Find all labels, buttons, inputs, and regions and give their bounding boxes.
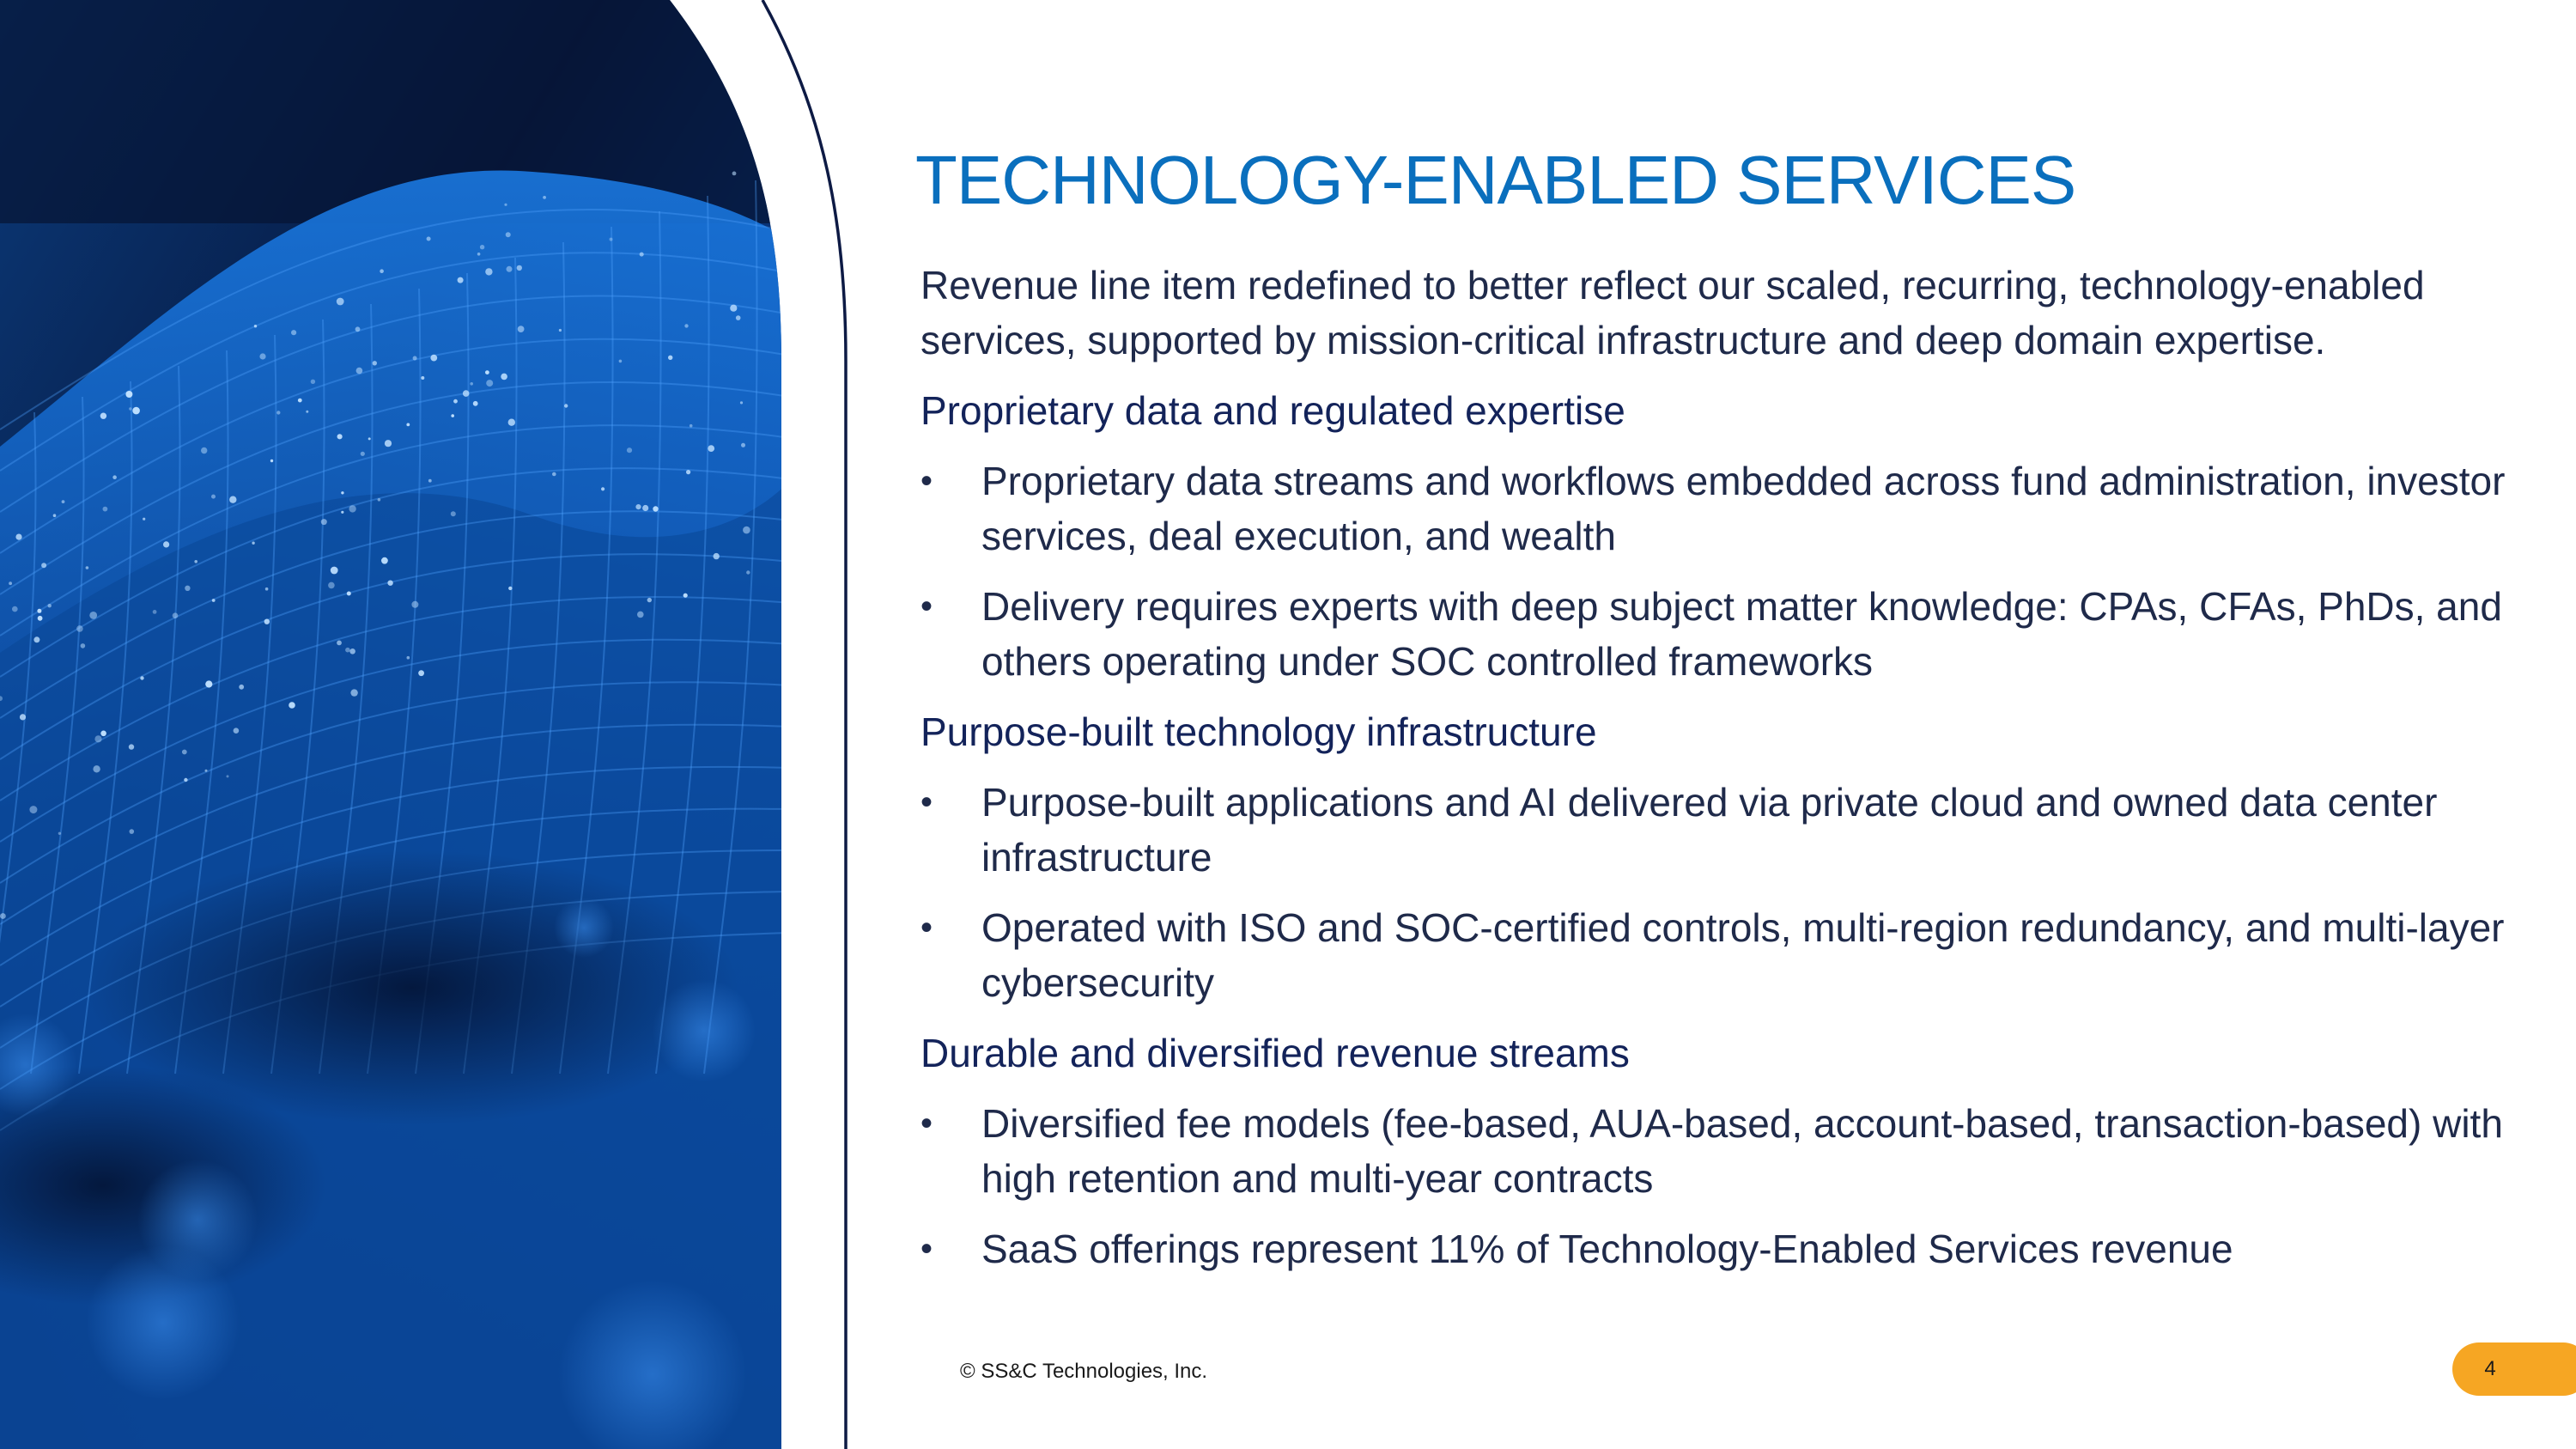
bullet-item xyxy=(920,1221,2535,1276)
texture-dot xyxy=(129,744,134,749)
texture-dot xyxy=(345,648,350,653)
texture-dot xyxy=(163,541,169,547)
texture-dot xyxy=(378,498,381,502)
texture-dot xyxy=(668,356,672,360)
texture-dot xyxy=(430,355,437,362)
bullet-list-technology-infrastructure xyxy=(920,775,2535,1010)
texture-dot xyxy=(640,253,644,257)
texture-dot xyxy=(140,676,143,679)
texture-dot xyxy=(653,506,658,511)
texture-dot xyxy=(103,507,108,512)
texture-dot xyxy=(100,413,106,419)
texture-dot xyxy=(642,505,648,511)
texture-dot xyxy=(406,423,410,427)
texture-dot xyxy=(86,566,89,569)
texture-dot xyxy=(421,376,424,380)
texture-dot xyxy=(9,581,12,585)
bullet-dot: • xyxy=(920,588,933,625)
section-heading-proprietary-data: Proprietary data and regulated expertise xyxy=(920,388,1625,433)
texture-dot xyxy=(355,326,361,332)
texture-dot xyxy=(100,731,106,737)
texture-dot xyxy=(385,440,392,447)
texture-dot xyxy=(746,570,750,574)
texture-dot xyxy=(259,353,265,359)
texture-dot xyxy=(485,268,492,275)
texture-dot xyxy=(20,714,26,720)
page-number-badge xyxy=(2452,1342,2576,1396)
texture-dot xyxy=(321,519,327,525)
texture-dot xyxy=(418,670,424,676)
texture-dot xyxy=(201,447,207,454)
texture-dot xyxy=(708,445,714,452)
bullet-item xyxy=(920,900,2535,1010)
texture-dot xyxy=(132,407,140,415)
texture-dot xyxy=(331,567,338,575)
texture-dot xyxy=(732,172,737,176)
texture-dot xyxy=(686,470,690,474)
section-heading-technology-infrastructure: Purpose-built technology infrastructure xyxy=(920,709,1597,754)
texture-dot xyxy=(740,401,743,404)
texture-dot xyxy=(741,443,745,447)
texture-dot xyxy=(229,496,236,503)
texture-dot xyxy=(684,324,688,327)
bullet-dot: • xyxy=(920,462,933,500)
footer-copyright: © SS&C Technologies, Inc. xyxy=(960,1360,1208,1383)
texture-dot xyxy=(211,495,216,499)
texture-dot xyxy=(647,598,652,602)
texture-dot xyxy=(501,374,507,381)
texture-dot xyxy=(289,702,295,709)
texture-dot xyxy=(112,475,117,479)
texture-dot xyxy=(94,735,101,742)
texture-dot xyxy=(234,728,240,734)
texture-dot xyxy=(29,806,37,813)
texture-dot xyxy=(690,424,693,428)
texture-dot xyxy=(480,245,484,249)
texture-dot xyxy=(518,326,525,332)
texture-dot xyxy=(730,305,737,312)
bullet-list-proprietary-data xyxy=(920,454,2535,689)
texture-dot xyxy=(485,370,489,374)
texture-dot xyxy=(0,913,6,919)
bullet-dot: • xyxy=(920,909,933,947)
texture-dot xyxy=(508,587,512,590)
texture-dot xyxy=(381,557,388,564)
texture-dot xyxy=(129,407,131,410)
texture-dot xyxy=(76,625,83,632)
texture-dot xyxy=(368,437,371,440)
texture-dot xyxy=(361,452,365,456)
bullet-item xyxy=(920,579,2535,689)
slide-body xyxy=(920,258,2535,1276)
texture-dot xyxy=(81,643,86,648)
texture-dot xyxy=(341,511,343,514)
texture-dot xyxy=(182,750,187,755)
section-heading-revenue-streams: Durable and diversified revenue streams xyxy=(920,1031,1630,1075)
bullet-dot: • xyxy=(920,1230,933,1268)
texture-dot xyxy=(265,588,269,591)
texture-dot xyxy=(552,472,556,477)
texture-dot xyxy=(380,269,384,273)
texture-dot xyxy=(543,196,546,199)
texture-dot xyxy=(356,368,363,374)
texture-dot xyxy=(349,648,355,654)
texture-dot xyxy=(41,563,46,568)
bullet-item xyxy=(920,1096,2535,1206)
texture-dot xyxy=(683,594,688,598)
texture-dot xyxy=(62,500,65,503)
texture-dot xyxy=(453,399,458,404)
texture-dot xyxy=(559,329,562,332)
texture-dot xyxy=(337,641,342,646)
texture-dot xyxy=(143,518,145,521)
texture-dot xyxy=(507,266,513,272)
texture-dot xyxy=(470,382,473,386)
texture-dot xyxy=(328,582,335,589)
texture-dot xyxy=(205,680,212,687)
bullet-text: Purpose-built applications and AI delivered via private cloud and owned data center infrastructure xyxy=(981,780,2438,880)
page-number: 4 xyxy=(2484,1357,2496,1380)
texture-dot xyxy=(463,390,470,397)
texture-dot xyxy=(714,553,720,559)
texture-dot xyxy=(458,277,464,283)
bullet-text: Operated with ISO and SOC-certified controls, multi-region redundancy, and multi-layer cybersecurity xyxy=(981,905,2505,1005)
hero-image xyxy=(0,0,859,1449)
texture-dot xyxy=(451,414,454,417)
texture-dot xyxy=(153,610,157,614)
texture-dot xyxy=(473,401,478,406)
texture-dot xyxy=(413,356,417,361)
texture-dot xyxy=(564,404,568,407)
texture-dot xyxy=(619,360,623,363)
texture-dot xyxy=(53,514,57,517)
bullet-item xyxy=(920,775,2535,885)
texture-dot xyxy=(311,380,315,384)
texture-dot xyxy=(451,511,456,516)
texture-dot xyxy=(130,829,135,834)
intro-paragraph: Revenue line item redefined to better reflect our scaled, recurring, technology-enabled services, supported by mission-critical infrastructure and deep domain expertise. xyxy=(920,263,2425,362)
texture-dot xyxy=(58,832,61,835)
bullet-text: Proprietary data streams and workflows embedded across fund administration, investor services, deal execution, and wealth xyxy=(981,459,2506,558)
texture-dot xyxy=(508,419,515,426)
texture-dot xyxy=(601,487,605,490)
texture-dot xyxy=(125,391,132,398)
bullet-dot: • xyxy=(920,783,933,821)
texture-dot xyxy=(337,298,344,306)
texture-dot xyxy=(427,237,431,241)
bullet-item xyxy=(920,454,2535,563)
texture-dot xyxy=(33,636,39,642)
texture-dot xyxy=(517,265,522,271)
texture-dot xyxy=(341,491,343,494)
texture-dot xyxy=(212,599,216,602)
bullet-list-revenue-streams xyxy=(920,1096,2535,1276)
texture-dot xyxy=(254,325,257,327)
texture-dot xyxy=(736,315,741,320)
texture-dot xyxy=(627,447,632,453)
texture-dot xyxy=(504,204,507,206)
texture-dot xyxy=(486,380,493,387)
bullet-text: Delivery requires experts with deep subject matter knowledge: CPAs, CFAs, PhDs, and others operating under SOC controlled frameworks xyxy=(981,584,2502,684)
texture-dot xyxy=(37,609,41,613)
texture-dot xyxy=(239,685,244,690)
texture-dot xyxy=(411,601,418,608)
texture-dot xyxy=(252,542,254,545)
texture-dot xyxy=(349,505,355,512)
texture-dot xyxy=(291,330,296,335)
texture-dot xyxy=(227,775,229,777)
texture-dot xyxy=(610,238,613,241)
texture-dot xyxy=(350,689,357,696)
texture-dot xyxy=(270,460,273,462)
texture-dot xyxy=(173,612,179,618)
texture-dot xyxy=(298,399,302,403)
texture-dot xyxy=(635,504,641,509)
texture-dot xyxy=(185,586,190,591)
texture-dot xyxy=(637,612,644,618)
texture-dot xyxy=(15,534,21,540)
bullet-text: SaaS offerings represent 11% of Technology-Enabled Services revenue xyxy=(981,1227,2233,1271)
texture-dot xyxy=(387,581,392,586)
texture-dot xyxy=(306,411,308,413)
bullet-text: Diversified fee models (fee-based, AUA-based, account-based, transaction-based) with high retention and multi-year contracts xyxy=(981,1101,2503,1201)
texture-dot xyxy=(194,560,197,563)
bullet-dot: • xyxy=(920,1105,933,1142)
texture-dot xyxy=(184,778,187,782)
texture-dot xyxy=(337,434,343,439)
texture-dot xyxy=(373,361,377,365)
texture-dot xyxy=(205,770,208,772)
texture-dot xyxy=(48,604,52,607)
texture-dot xyxy=(93,765,100,772)
texture-dot xyxy=(477,253,481,256)
texture-dot xyxy=(743,527,750,534)
slide-title: TECHNOLOGY-ENABLED SERVICES xyxy=(915,142,2076,218)
texture-dot xyxy=(407,656,410,660)
texture-dot xyxy=(38,616,43,621)
texture-dot xyxy=(276,411,280,414)
texture-dot xyxy=(12,606,18,612)
texture-dot xyxy=(264,619,270,624)
texture-dot xyxy=(506,232,511,237)
texture-dot xyxy=(347,592,351,596)
texture-dot xyxy=(428,479,432,483)
texture-dot xyxy=(89,612,97,619)
